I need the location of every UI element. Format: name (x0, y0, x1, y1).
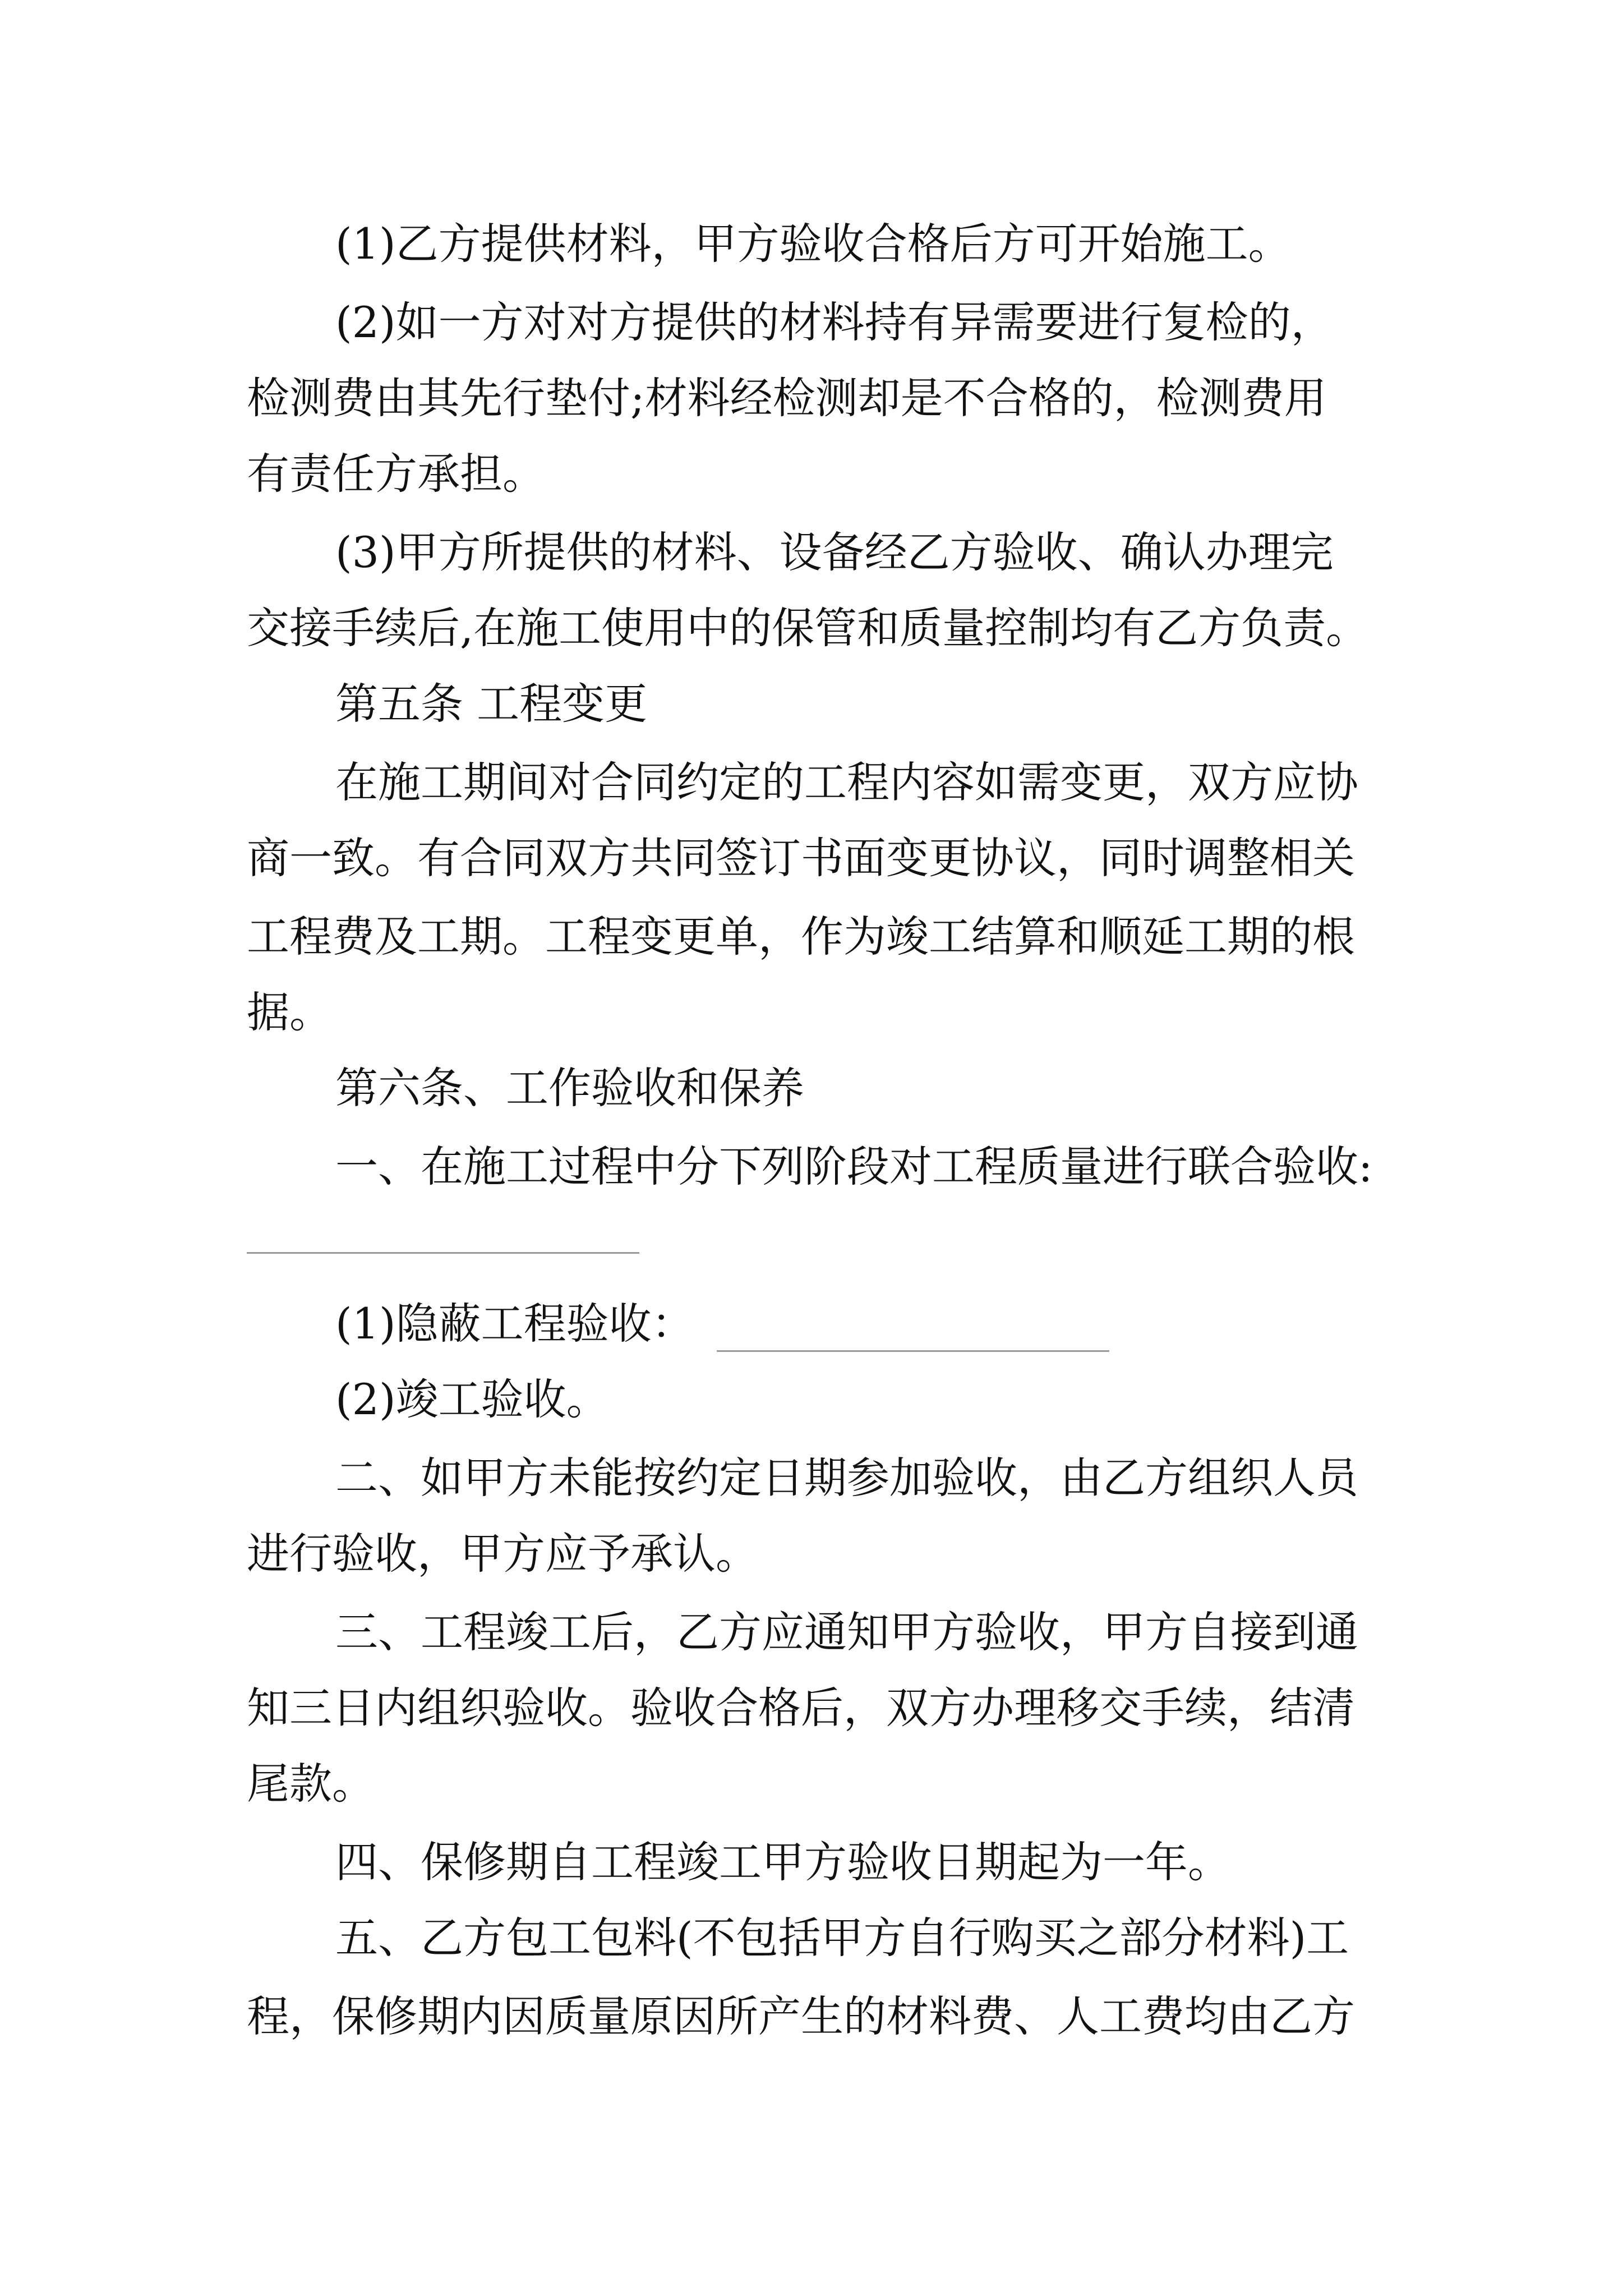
paragraph-line: 在施工期间对合同约定的工程内容如需变更，双方应协 (335, 757, 1358, 807)
paragraph-line: 交接手续后,在施工使用中的保管和质量控制均有乙方负责。 (247, 603, 1369, 653)
fill-in-blank-line (247, 1252, 639, 1254)
section-heading: 第五条 工程变更 (335, 679, 648, 729)
paragraph-line: 程，保修期内因质量原因所产生的材料费、人工费均由乙方 (247, 1991, 1355, 2041)
paragraph-line: 有责任方承担。 (247, 449, 545, 499)
paragraph-line: 一、在施工过程中分下列阶段对工程质量进行联合验收: (335, 1142, 1373, 1191)
section-heading: 第六条、工作验收和保养 (335, 1063, 804, 1113)
paragraph-line: 尾款。 (247, 1759, 375, 1809)
paragraph-line: (1)乙方提供材料，甲方验收合格后方可开始施工。 (335, 219, 1291, 269)
paragraph-line: (2)竣工验收。 (335, 1374, 609, 1424)
paragraph-line: 检测费由其先行垫付;材料经检测却是不合格的，检测费用 (247, 373, 1327, 423)
paragraph-line: (2)如一方对对方提供的材料持有异需要进行复检的， (335, 297, 1334, 347)
paragraph-line: 四、保修期自工程竣工甲方验收日期起为一年。 (335, 1837, 1230, 1887)
paragraph-line: 知三日内组织验收。验收合格后，双方办理移交手续，结清 (247, 1683, 1355, 1733)
paragraph-line: 据。 (247, 987, 332, 1037)
paragraph-line: (3)甲方所提供的材料、设备经乙方验收、确认办理完 (335, 527, 1334, 577)
paragraph-line: 二、如甲方未能按约定日期参加验收，由乙方组织人员 (335, 1453, 1358, 1503)
paragraph-line: 进行验收，甲方应予承认。 (247, 1529, 758, 1579)
fill-in-blank-line (717, 1317, 1109, 1352)
paragraph-line: 工程费及工期。工程变更单，作为竣工结算和顺延工期的根 (247, 912, 1355, 961)
paragraph-line: 三、工程竣工后，乙方应通知甲方验收，甲方自接到通 (335, 1607, 1358, 1657)
paragraph-line: 商一致。有合同双方共同签订书面变更协议，同时调整相关 (247, 833, 1355, 883)
paragraph-line (335, 1296, 1233, 1352)
paragraph-line: 五、乙方包工包料(不包括甲方自行购买之部分材料)工 (335, 1913, 1349, 1963)
hidden-works-acceptance-label: (1)隐蔽工程验收： (335, 1299, 694, 1349)
